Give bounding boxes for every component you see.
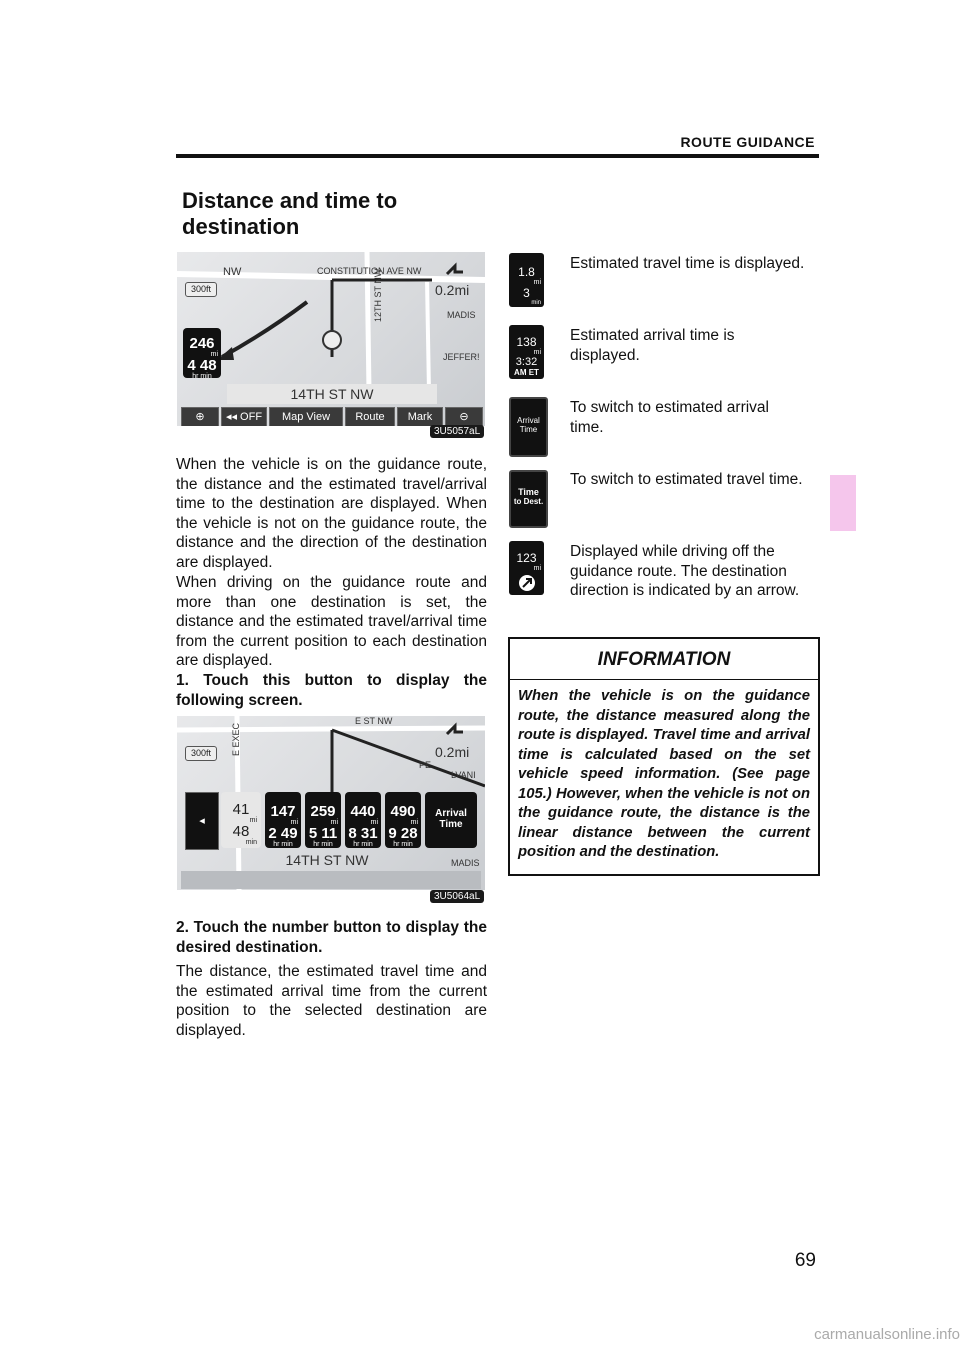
map2-street-top: E ST NW [355,716,393,726]
tile1-time: 2 49 [268,825,298,842]
paragraph-2: When driving on the guidance route and more than one destination is set, the distance and the estimated travel/arrival time from the current position to each destination are displayed. [176,574,487,669]
tile3-units: hr min [353,841,373,848]
tile4-distance: 490 [390,803,416,820]
icon1-l4: min [531,300,541,306]
tile1-distance: 147 [270,803,296,820]
figure-code-2: 3U5064aL [430,890,484,903]
tile1-units: hr min [273,841,293,848]
icon5-description: Displayed while driving off the guidance route. The destination direction is indicated by an arrow. [570,543,800,599]
off-route-tile-icon [509,541,544,595]
icon1-l3: 3 [523,286,530,300]
icon3-description: To switch to estimated arrival time. [570,399,769,436]
tile-units: hr min [192,373,212,380]
map-next-distance: 0.2mi [435,282,470,298]
first-mi: mi [249,817,257,824]
icon4-description: To switch to estimated travel time. [570,471,803,488]
map-street-top: CONSTITUTION AVE NW [317,266,422,276]
figure-code-1: 3U5057aL [430,425,484,438]
map2-current-street: 14TH ST NW [285,852,369,868]
destination-tile-2[interactable] [305,792,341,848]
tile4-time: 9 28 [388,825,418,842]
first-unit: min [245,839,257,846]
information-box [508,637,820,876]
first-distance: 41 [232,801,250,818]
icon1-description: Estimated travel time is displayed. [570,255,805,272]
current-street: 14TH ST NW [227,384,437,404]
page-title: Distance and time to destination [182,188,398,239]
destination-tile-first[interactable] [221,792,261,848]
icon5-l1: 123 [516,551,537,565]
map-scale: 300ft [185,282,217,297]
tile3-distance: 440 [350,803,376,820]
icon4-l1: Time [518,487,539,497]
distance-time-tile[interactable] [183,328,221,378]
tile3-time: 8 31 [348,825,378,842]
icon1-l2: mi [533,279,541,286]
paragraph-1: When the vehicle is on the guidance route, the distance and the estimated travel/arrival time to the destination are displayed. When the vehicle is not on the guidance route, the distance and the direction of the destination are displayed. [176,456,487,571]
section-tab [830,475,856,531]
icon1-l1: 1.8 [518,265,535,279]
map-vertical-street: 12TH ST NW [373,268,383,322]
map2-side-c: MADIS [451,858,480,868]
tile-mi: mi [210,351,218,358]
information-body: When the vehicle is on the guidance route, the distance measured along the route is displayed. Travel time and arrival time is calculated based on the set vehicle speed information. (See page 105.) However, when the vehicle is not on the guidance route, the distance is the linear distance between the current position and the destination. [518,688,810,860]
map-view-button[interactable]: Map View [269,407,343,426]
travel-time-tile-icon [509,253,544,307]
page-number: 69 [794,1250,816,1271]
mark-button[interactable]: Mark [397,407,443,426]
tile1-mi: mi [290,819,298,826]
tile4-units: hr min [393,841,413,848]
vehicle-marker-icon [323,331,341,349]
map2-street-side: E EXEC [231,722,241,756]
map2-next-distance: 0.2mi [435,744,470,760]
tile3-mi: mi [370,819,378,826]
tile2-units: hr min [313,841,333,848]
tile-distance: 246 [189,335,215,352]
step-2: 2. Touch the number button to display the desired destination. [176,919,487,956]
icon5-l2: mi [533,565,541,572]
icon4-l2: to Dest. [513,497,544,506]
zoom-in-button[interactable]: ⊕ [181,407,219,426]
icon2-l3: 3:32 [515,356,538,368]
arrival-btn-line2: Time [439,819,463,830]
arrival-time-button-icon [509,397,548,457]
route-button[interactable]: Route [345,407,395,426]
arrival-time-button[interactable] [425,792,477,848]
map2-scale: 300ft [185,746,217,761]
destination-tile-1[interactable] [265,792,301,848]
icon3-l1: Arrival [517,416,540,425]
tile2-time: 5 11 [308,825,338,842]
time-to-dest-button-icon [509,470,548,528]
nav-screenshot-1 [177,252,485,426]
paragraph-3: The distance, the estimated travel time and the estimated arrival time from the current position to the selected destination are displayed. [176,963,487,1039]
dimmed-softkeys [181,871,481,889]
arrival-btn-line1: Arrival [435,808,467,819]
tile2-distance: 259 [310,803,336,820]
arrival-time-tile-icon [509,325,544,379]
off-button[interactable]: ◂◂ OFF [221,407,267,426]
header-rule [176,154,819,158]
tile-time: 4 48 [187,357,217,374]
step-1: 1. Touch this button to display the following screen. [176,672,487,709]
destination-tile-4[interactable] [385,792,421,848]
icon2-description: Estimated arrival time is displayed. [570,327,735,364]
map-side-label-a: MADIS [447,310,476,320]
icon3-l2: Time [519,425,538,434]
back-button[interactable]: ◂ [185,792,219,850]
information-heading: INFORMATION [510,639,818,680]
map-nw-label: NW [223,266,242,278]
destination-tile-3[interactable] [345,792,381,848]
zoom-out-button[interactable]: ⊖ [445,407,483,426]
watermark: carmanualsonline.info [814,1326,960,1343]
icon2-l1: 138 [516,335,537,349]
map-side-label-b: JEFFER! [443,352,480,362]
icon2-l2: mi [533,349,541,356]
tile2-mi: mi [330,819,338,826]
running-header: ROUTE GUIDANCE [680,134,815,150]
nav-screenshot-2 [177,716,485,890]
tile4-mi: mi [410,819,418,826]
map2-side-a: PE [419,760,432,770]
direction-arrow-icon [517,573,537,593]
first-time: 48 [232,823,250,840]
icon2-l4: AM ET [514,368,539,377]
map2-side-b: LVANI [451,770,476,780]
